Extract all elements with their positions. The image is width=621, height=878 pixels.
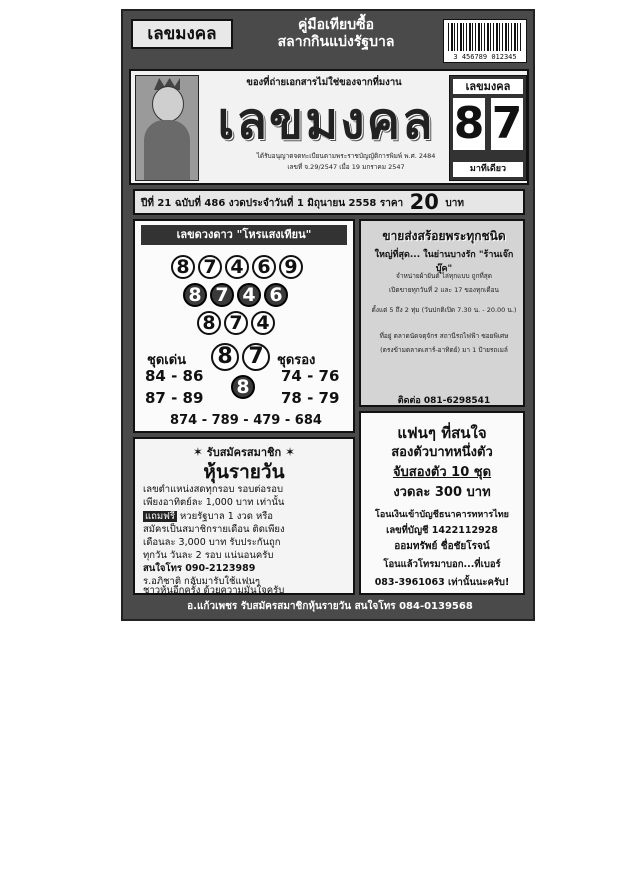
- fans-line: เลขที่บัญชี 1422112928: [386, 525, 498, 536]
- number-ball: 6: [264, 283, 288, 307]
- issue-digit: 7: [491, 98, 523, 149]
- member-text: เลขตำแหน่งสดทุกรอบ รอบต่อรอบ: [143, 484, 283, 495]
- ad-phone: ติดต่อ 081-6298541: [397, 396, 491, 406]
- member-text: ร.อภิชาติ กลับมารับใช้แฟนๆ: [143, 576, 260, 587]
- member-text: แถมฟรี หวยรัฐบาล 1 งวด หรือ: [145, 511, 274, 522]
- lucky-row-3: [197, 311, 275, 335]
- main-digits: [211, 343, 270, 371]
- member-text: สมัครเป็นสมาชิกรายเดือน ติดเพียง: [143, 524, 285, 535]
- fans-line: โอนแล้วโทรมาบอก...ที่เบอร์: [383, 559, 501, 570]
- star-icon: ✶: [192, 445, 203, 459]
- number-ball: 7: [224, 311, 248, 335]
- fans-line: จับสองตัว 10 ชุด: [392, 465, 492, 480]
- member-text: ทุกวัน วันละ 2 รอบ แน่นอนครับ: [143, 550, 274, 561]
- issue-strip-text: ปีที่ 21 ฉบับที่ 486 งวดประจำวันที่ 1 มิถุนายน 2558 ราคา: [141, 198, 404, 209]
- fans-panel: [359, 411, 525, 595]
- number-ball: 7: [242, 343, 270, 371]
- fans-line: งวดละ 300 บาท: [393, 485, 491, 500]
- number-ball: 8: [183, 283, 207, 307]
- ad-line: ที่อยู่ ตลาดนัดจตุจักร สถานีรถไฟฟ้า ซอยพิเศษ: [379, 332, 509, 340]
- issue-box-label: เลขมงคล: [453, 79, 523, 94]
- header-title-line1: คู่มือเทียบซื้อ: [297, 17, 374, 33]
- main-set-label: ชุดเด่น: [147, 353, 187, 368]
- portrait-body-shape: [144, 120, 190, 180]
- issue-price-unit: บาท: [445, 198, 464, 209]
- number-ball: 4: [251, 311, 275, 335]
- lucky-numbers-panel: [133, 219, 355, 433]
- number-ball: 8: [211, 343, 239, 371]
- member-text: ชาวหุ้นอีกครั้ง ด้วยความมั่นใจครับ: [143, 585, 285, 596]
- barcode-bars: [448, 23, 522, 51]
- issue-price: 20: [409, 190, 439, 214]
- masthead-tagline: ของที่ถ่ายเอกสารไม่ใช่ของจากที่มงาน: [246, 77, 402, 88]
- fans-line: ออมทรัพย์ ชื่อชัยโรจน์: [394, 541, 490, 552]
- number-ball: 8: [171, 255, 195, 279]
- triple-numbers: 874 - 789 - 479 - 684: [170, 413, 322, 428]
- member-text: เพียงอาทิตย์ละ 1,000 บาท เท่านั้น: [143, 497, 285, 508]
- ad-subhead: ใหญ่ที่สุด... ในย่านบางรัก "ร้านเจ๊กบุ๊ค": [374, 250, 514, 274]
- issue-digit: 8: [453, 98, 485, 149]
- free-badge: แถมฟรี: [145, 511, 175, 522]
- number-ball: 8: [197, 311, 221, 335]
- lucky-row-2: [183, 283, 288, 307]
- center-digit-wrap: [231, 375, 255, 399]
- newspaper-page: [121, 9, 535, 621]
- pair-right-1: 74 - 76: [281, 367, 340, 385]
- ad-line: จำหน่ายผ้ายันต์ ไล่ทุกแบบ ถูกที่สุด: [396, 272, 492, 280]
- license-line1: ได้รับอนุญาตจดทะเบียนตามพระราชบัญญัติการพิมพ์ พ.ศ. 2484: [256, 152, 436, 160]
- number-ball: 4: [225, 255, 249, 279]
- number-ball: 4: [237, 283, 261, 307]
- number-ball: 6: [252, 255, 276, 279]
- amulet-shop-ad: [359, 219, 525, 407]
- ad-line: ตั้งแต่ 5 ถึง 2 ทุ่ม (วันปกติเปิด 7.30 น. - 20.00 น.): [371, 306, 517, 314]
- pair-right-2: 78 - 79: [281, 389, 340, 407]
- masthead: [129, 69, 529, 185]
- barcode-number: 3 456789 012345: [453, 53, 517, 61]
- license-line2: เลขที่ จ.29/2547 เมื่อ 19 มกราคม 2547: [287, 163, 405, 171]
- number-ball: 8: [231, 375, 255, 399]
- number-ball: 9: [279, 255, 303, 279]
- ad-headline: ขายส่งสร้อยพระทุกชนิด: [382, 229, 506, 243]
- masthead-title: เลขมงคล: [217, 92, 435, 150]
- fans-line: สองตัวบาทหนึ่งตัว: [391, 445, 493, 460]
- fans-line: 083-3961063 เท่านั้นนะครับ!: [374, 577, 510, 588]
- brand-box: เลขมงคล: [131, 19, 233, 49]
- lucky-row-1: [171, 255, 303, 279]
- star-icon: ✶: [285, 445, 296, 459]
- issue-box-sub: มาทีเดียว: [453, 162, 523, 177]
- member-panel: [133, 437, 355, 595]
- deity-portrait-image: [135, 75, 199, 181]
- ad-line: เปิดขายทุกวันที่ 2 และ 17 ของทุกเดือน: [389, 286, 499, 294]
- issue-number-box: [449, 75, 527, 181]
- member-phone: สนใจโทร 090-2123989: [143, 563, 256, 574]
- member-small-title: ✶ รับสมัครสมาชิก ✶: [192, 445, 296, 459]
- ad-line: (ตรงข้ามตลาดเสาร์-อาทิตย์) มา 1 ป้ายรถเมล์: [380, 346, 508, 354]
- portrait-head-shape: [152, 86, 184, 122]
- number-ball: 7: [198, 255, 222, 279]
- header-title: [241, 17, 431, 51]
- number-ball: 7: [210, 283, 234, 307]
- pair-left-1: 84 - 86: [145, 367, 204, 385]
- header-title-line2: สลากกินแบ่งรัฐบาล: [277, 34, 395, 50]
- sub-set-label: ชุดรอง: [277, 353, 316, 368]
- fans-line: โอนเงินเข้าบัญชีธนาคารทหารไทย: [375, 510, 509, 520]
- license-text: [241, 151, 451, 173]
- footer-text: อ.แก้วเพชร รับสมัครสมาชิกหุ้นรายวัน สนใจโทร 084-0139568: [187, 601, 473, 612]
- pair-left-2: 87 - 89: [145, 389, 204, 407]
- fans-line: แฟนๆ ที่สนใจ: [397, 424, 487, 442]
- member-title: หุ้นรายวัน: [203, 461, 285, 483]
- issue-strip: [133, 189, 525, 215]
- member-text: เดือนละ 3,000 บาท รับประกันถูก: [143, 537, 281, 548]
- barcode: [443, 19, 527, 63]
- lucky-panel-header: เลขดวงดาว "โหรแสงเทียน": [141, 225, 347, 245]
